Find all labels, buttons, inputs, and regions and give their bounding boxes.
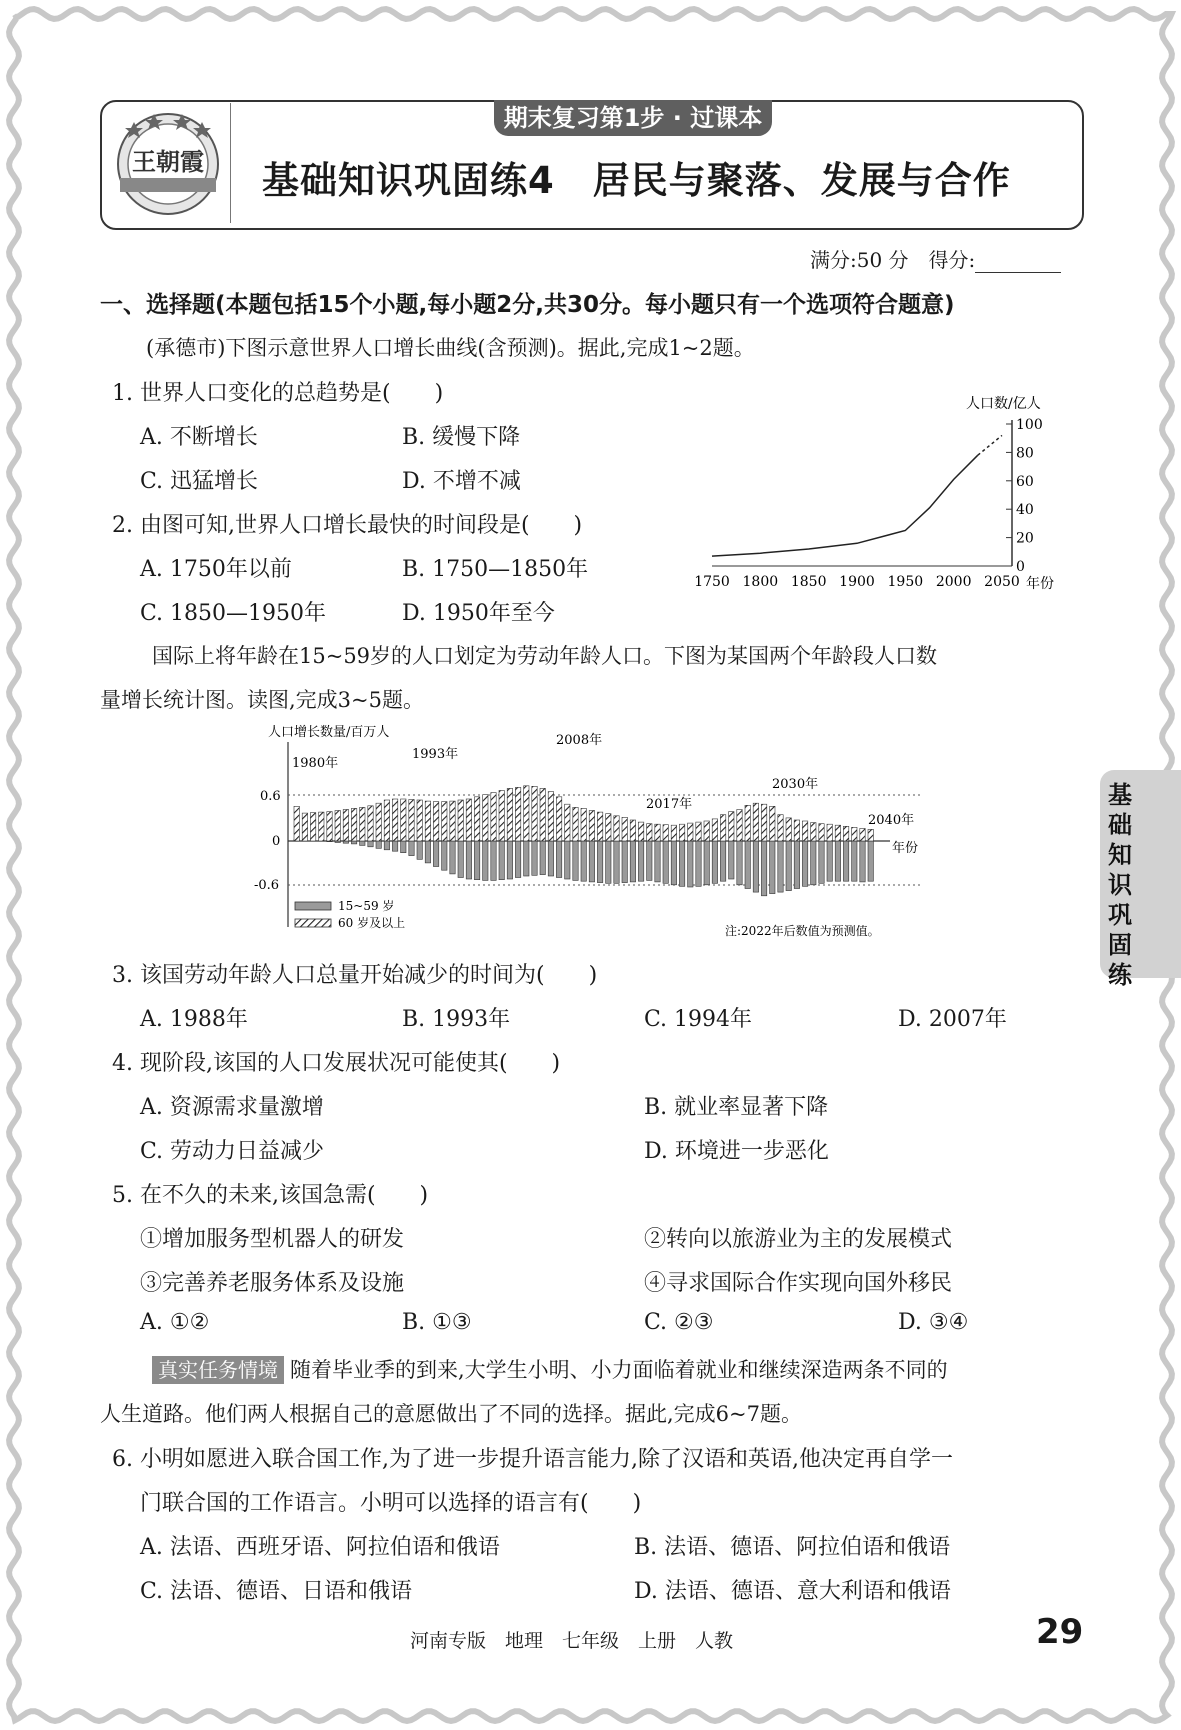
bar-15-59: [720, 841, 725, 881]
q3-option-a[interactable]: A. 1988年: [140, 1007, 248, 1032]
q3-option-b[interactable]: B. 1993年: [402, 1007, 511, 1032]
legend-swatch-60-plus: [295, 919, 331, 927]
line-chart-xtick-label: 1900: [839, 574, 875, 590]
line-chart-ylabel: 人口数/亿人: [966, 396, 1041, 412]
bar-chart-xlabel: 年份: [892, 841, 919, 856]
bar-60-plus: [327, 812, 332, 841]
bar-60-plus: [860, 828, 865, 841]
bar-15-59: [581, 841, 586, 881]
population-curve-forecast: [978, 435, 1002, 455]
bar-60-plus: [360, 807, 365, 841]
bar-15-59: [491, 841, 496, 880]
bar-60-plus: [376, 803, 381, 841]
bar-15-59: [483, 841, 488, 880]
score-label: 满分:50 分 得分:: [810, 248, 976, 272]
task-context-tag: 真实任务情境: [152, 1356, 284, 1384]
bar-15-59: [614, 841, 619, 883]
page-number: 29: [1036, 1612, 1084, 1652]
q6-option-a[interactable]: A. 法语、西班牙语、阿拉伯语和俄语: [140, 1535, 500, 1560]
bar-60-plus: [827, 824, 832, 841]
line-chart-xtick-label: 1850: [790, 574, 827, 590]
bar-15-59: [827, 841, 832, 881]
bar-60-plus: [745, 805, 750, 841]
line-chart-xtick-label: 1800: [742, 574, 779, 590]
bar-chart-note: 注:2022年后数值为预测值。: [725, 924, 880, 938]
bar-15-59: [597, 841, 602, 883]
age-group-bar-chart: [250, 722, 940, 942]
q5-option-a[interactable]: A. ①②: [140, 1310, 210, 1335]
bar-15-59: [524, 841, 529, 876]
line-chart-ytick-label: 60: [1016, 473, 1034, 490]
annotation-2030: 2030年: [772, 777, 819, 792]
q2-option-c[interactable]: C. 1850—1950年: [140, 601, 327, 626]
bar-15-59: [425, 841, 430, 863]
intro-1: (承德市)下图示意世界人口增长曲线(含预测)。据此,完成1~2题。: [146, 336, 755, 360]
q5-option-c[interactable]: C. ②③: [644, 1310, 714, 1335]
annotation-2040: 2040年: [868, 813, 915, 828]
bar-60-plus: [474, 797, 479, 841]
bar-15-59: [589, 841, 594, 882]
bar-60-plus: [647, 824, 652, 841]
bar-60-plus: [729, 812, 734, 841]
bar-60-plus: [302, 813, 307, 841]
bar-60-plus: [368, 806, 373, 841]
q6-stem-line2: 门联合国的工作语言。小明可以选择的语言有( ): [140, 1491, 642, 1516]
population-curve-historical: [712, 455, 978, 556]
bar-15-59: [688, 841, 693, 887]
bar-15-59: [351, 841, 356, 844]
bar-60-plus: [761, 804, 766, 841]
bar-15-59: [729, 841, 734, 879]
bar-15-59: [843, 841, 848, 881]
bar-15-59: [630, 841, 635, 882]
bar-60-plus: [778, 815, 783, 841]
bar-60-plus: [852, 827, 857, 841]
bar-15-59: [401, 841, 406, 853]
bar-60-plus: [442, 802, 447, 841]
bar-60-plus: [712, 819, 717, 841]
q4-option-d[interactable]: D. 环境进一步恶化: [644, 1139, 829, 1164]
line-chart-xtick-label: 2050: [984, 574, 1020, 590]
line-chart-ytick-label: 80: [1016, 445, 1034, 462]
bar-15-59: [458, 841, 463, 878]
q1-option-b[interactable]: B. 缓慢下降: [402, 425, 521, 450]
bar-15-59: [392, 841, 397, 851]
bar-60-plus: [335, 811, 340, 842]
bar-60-plus: [433, 802, 438, 841]
bar-15-59: [737, 841, 742, 885]
bar-60-plus: [663, 825, 668, 841]
bar-chart-ytick-top: 0.6: [260, 789, 281, 804]
q3-option-d[interactable]: D. 2007年: [898, 1007, 1007, 1032]
bar-15-59: [835, 841, 840, 881]
bar-15-59: [786, 841, 791, 891]
bar-60-plus: [589, 811, 594, 842]
bar-60-plus: [507, 788, 512, 841]
bar-60-plus: [581, 808, 586, 841]
q5-item-4: ④寻求国际合作实现向国外移民: [644, 1271, 953, 1296]
q5-stem: 5. 在不久的未来,该国急需( ): [112, 1183, 429, 1208]
bar-15-59: [548, 841, 553, 876]
legend-label-15-59: 15~59 岁: [338, 899, 395, 913]
bar-60-plus: [483, 795, 488, 841]
step-label: 期末复习第1步 · 过课本: [494, 100, 772, 136]
q1-option-d[interactable]: D. 不增不减: [402, 469, 521, 494]
footer-info: 河南专版 地理 七年级 上册 人教: [410, 1630, 734, 1652]
bar-60-plus: [794, 820, 799, 841]
side-tab-label: 基础知识巩固练: [1108, 781, 1132, 989]
bar-60-plus: [499, 791, 504, 842]
bar-15-59: [532, 841, 537, 875]
bar-15-59: [778, 841, 783, 892]
legend-swatch-15-59: [295, 902, 331, 910]
bar-15-59: [515, 841, 520, 878]
q1-option-a[interactable]: A. 不断增长: [140, 425, 258, 450]
bar-15-59: [507, 841, 512, 879]
q2-option-a[interactable]: A. 1750年以前: [140, 557, 292, 582]
bar-15-59: [573, 841, 578, 880]
q6-stem-line1: 6. 小明如愿进入联合国工作,为了进一步提升语言能力,除了汉语和英语,他决定再自学一: [112, 1447, 953, 1472]
bar-60-plus: [770, 806, 775, 841]
bar-60-plus: [343, 810, 348, 842]
line-chart-xtick-label: 2000: [935, 574, 972, 590]
bar-chart-ytick-bottom: -0.6: [254, 878, 280, 893]
bar-60-plus: [409, 800, 414, 842]
bar-15-59: [811, 841, 816, 885]
q5-item-1: ①增加服务型机器人的研发: [140, 1227, 405, 1252]
bar-60-plus: [868, 829, 873, 841]
q3-option-c[interactable]: C. 1994年: [644, 1007, 753, 1032]
bar-chart-ytick-zero: 0: [272, 834, 281, 849]
q5-option-d[interactable]: D. ③④: [898, 1310, 969, 1335]
bar-15-59: [433, 841, 438, 867]
bar-15-59: [663, 841, 668, 883]
bar-15-59: [556, 841, 561, 878]
annotation-2017: 2017年: [646, 797, 693, 812]
bar-60-plus: [401, 799, 406, 841]
q5-option-b[interactable]: B. ①③: [402, 1310, 472, 1335]
bar-15-59: [360, 841, 365, 845]
bar-15-59: [376, 841, 381, 848]
bar-15-59: [466, 841, 471, 879]
population-line-chart: [694, 390, 1080, 596]
bar-60-plus: [835, 825, 840, 841]
q6-option-c[interactable]: C. 法语、德语、日语和俄语: [140, 1579, 413, 1604]
bar-chart-ylabel: 人口增长数量/百万人: [268, 725, 390, 740]
bar-60-plus: [491, 793, 496, 841]
section-heading: 一、选择题(本题包括15个小题,每小题2分,共30分。每小题只有一个选项符合题意): [100, 292, 955, 318]
q4-option-b[interactable]: B. 就业率显著下降: [644, 1095, 829, 1120]
bar-15-59: [770, 841, 775, 894]
bar-60-plus: [458, 800, 463, 841]
bar-60-plus: [671, 825, 676, 841]
bar-15-59: [417, 841, 422, 859]
bar-15-59: [606, 841, 611, 883]
bar-15-59: [409, 841, 414, 856]
q1-option-c[interactable]: C. 迅猛增长: [140, 469, 259, 494]
bar-60-plus: [802, 821, 807, 841]
bar-15-59: [450, 841, 455, 874]
bar-15-59: [474, 841, 479, 880]
bar-15-59: [679, 841, 684, 886]
bar-60-plus: [622, 817, 627, 841]
bar-15-59: [794, 841, 799, 889]
q1-stem: 1. 世界人口变化的总趋势是( ): [112, 381, 444, 406]
bar-60-plus: [466, 799, 471, 841]
bar-60-plus: [573, 807, 578, 841]
bar-60-plus: [679, 824, 684, 841]
bar-60-plus: [704, 821, 709, 841]
bar-60-plus: [638, 822, 643, 841]
bar-60-plus: [417, 800, 422, 841]
bar-60-plus: [696, 822, 701, 841]
intro-3-text: 随着毕业季的到来,大学生小明、小力面临着就业和继续深造两条不同的: [290, 1358, 948, 1382]
bar-60-plus: [606, 814, 611, 841]
bar-15-59: [647, 841, 652, 880]
bar-60-plus: [294, 806, 299, 841]
bar-15-59: [753, 841, 758, 892]
bar-15-59: [343, 841, 348, 843]
bar-15-59: [761, 841, 766, 896]
bar-60-plus: [630, 820, 635, 841]
bar-15-59: [540, 841, 545, 875]
bar-15-59: [638, 841, 643, 881]
header-divider: [230, 103, 231, 223]
bar-15-59: [622, 841, 627, 883]
line-chart-ytick-label: 100: [1016, 417, 1043, 433]
bar-60-plus: [310, 813, 315, 841]
publisher-logo: [112, 108, 224, 220]
line-chart-ytick-label: 0: [1016, 559, 1025, 575]
bar-15-59: [671, 841, 676, 885]
line-chart-ytick-label: 20: [1016, 530, 1034, 547]
annotation-2008: 2008年: [556, 733, 603, 748]
line-chart-xlabel: 年份: [1026, 576, 1054, 592]
bar-60-plus: [597, 812, 602, 841]
bar-60-plus: [614, 816, 619, 841]
q6-option-d[interactable]: D. 法语、德语、意大利语和俄语: [634, 1579, 951, 1604]
intro-2-line1: 国际上将年龄在15~59岁的人口划定为劳动年龄人口。下图为某国两个年龄段人口数: [152, 644, 938, 668]
bar-60-plus: [450, 801, 455, 841]
bar-15-59: [565, 841, 570, 879]
q2-option-d[interactable]: D. 1950年至今: [402, 601, 555, 626]
bar-15-59: [442, 841, 447, 870]
q3-stem: 3. 该国劳动年龄人口总量开始减少的时间为( ): [112, 963, 598, 988]
line-chart-xtick-label: 1950: [887, 574, 924, 590]
bar-60-plus: [565, 804, 570, 841]
score-blank[interactable]: [975, 252, 1061, 273]
bar-15-59: [868, 841, 873, 881]
bar-60-plus: [540, 788, 545, 841]
bar-15-59: [499, 841, 504, 880]
bar-60-plus: [524, 786, 529, 841]
bar-60-plus: [532, 786, 537, 841]
intro-3-line1: [152, 1354, 948, 1384]
q5-item-2: ②转向以旅游业为主的发展模式: [644, 1227, 953, 1252]
annotation-1993: 1993年: [412, 747, 459, 762]
bar-60-plus: [655, 824, 660, 841]
bar-60-plus: [786, 818, 791, 841]
bar-15-59: [384, 841, 389, 850]
bar-15-59: [712, 841, 717, 883]
q4-stem: 4. 现阶段,该国的人口发展状况可能使其( ): [112, 1051, 561, 1076]
line-chart-ytick-label: 40: [1016, 502, 1034, 519]
page-title: 基础知识巩固练4 居民与聚落、发展与合作: [262, 159, 1011, 202]
q4-option-c[interactable]: C. 劳动力日益减少: [140, 1139, 325, 1164]
bar-60-plus: [515, 787, 520, 841]
q2-option-b[interactable]: B. 1750—1850年: [402, 557, 589, 582]
q4-option-a[interactable]: A. 资源需求量激增: [140, 1095, 324, 1120]
intro-3-line2: 人生道路。他们两人根据自己的意愿做出了不同的选择。据此,完成6~7题。: [100, 1402, 802, 1426]
bar-60-plus: [556, 797, 561, 841]
bar-60-plus: [425, 801, 430, 841]
line-chart-xtick-label: 1750: [694, 574, 730, 590]
bar-60-plus: [737, 810, 742, 842]
bar-15-59: [368, 841, 373, 847]
bar-15-59: [696, 841, 701, 886]
bar-60-plus: [843, 826, 848, 841]
bar-60-plus: [688, 823, 693, 841]
logo-text: 王朝霞: [132, 147, 204, 176]
bar-60-plus: [319, 812, 324, 841]
q6-option-b[interactable]: B. 法语、德语、阿拉伯语和俄语: [634, 1535, 951, 1560]
bar-15-59: [655, 841, 660, 882]
bar-60-plus: [548, 792, 553, 841]
bar-15-59: [852, 841, 857, 881]
intro-2-line2: 量增长统计图。读图,完成3~5题。: [100, 688, 424, 712]
bar-60-plus: [753, 803, 758, 841]
bar-60-plus: [351, 808, 356, 841]
bar-60-plus: [819, 824, 824, 841]
bar-15-59: [745, 841, 750, 889]
q2-stem: 2. 由图可知,世界人口增长最快的时间段是( ): [112, 513, 583, 538]
bar-15-59: [704, 841, 709, 885]
annotation-1980: 1980年: [292, 756, 339, 771]
bar-60-plus: [384, 800, 389, 841]
bar-15-59: [860, 841, 865, 882]
bar-15-59: [802, 841, 807, 886]
legend-label-60-plus: 60 岁及以上: [338, 916, 406, 930]
bar-60-plus: [811, 823, 816, 841]
bar-15-59: [819, 841, 824, 883]
bar-60-plus: [720, 815, 725, 841]
q5-item-3: ③完善养老服务体系及设施: [140, 1271, 405, 1296]
bar-60-plus: [392, 799, 397, 841]
score-line: [810, 244, 1061, 273]
